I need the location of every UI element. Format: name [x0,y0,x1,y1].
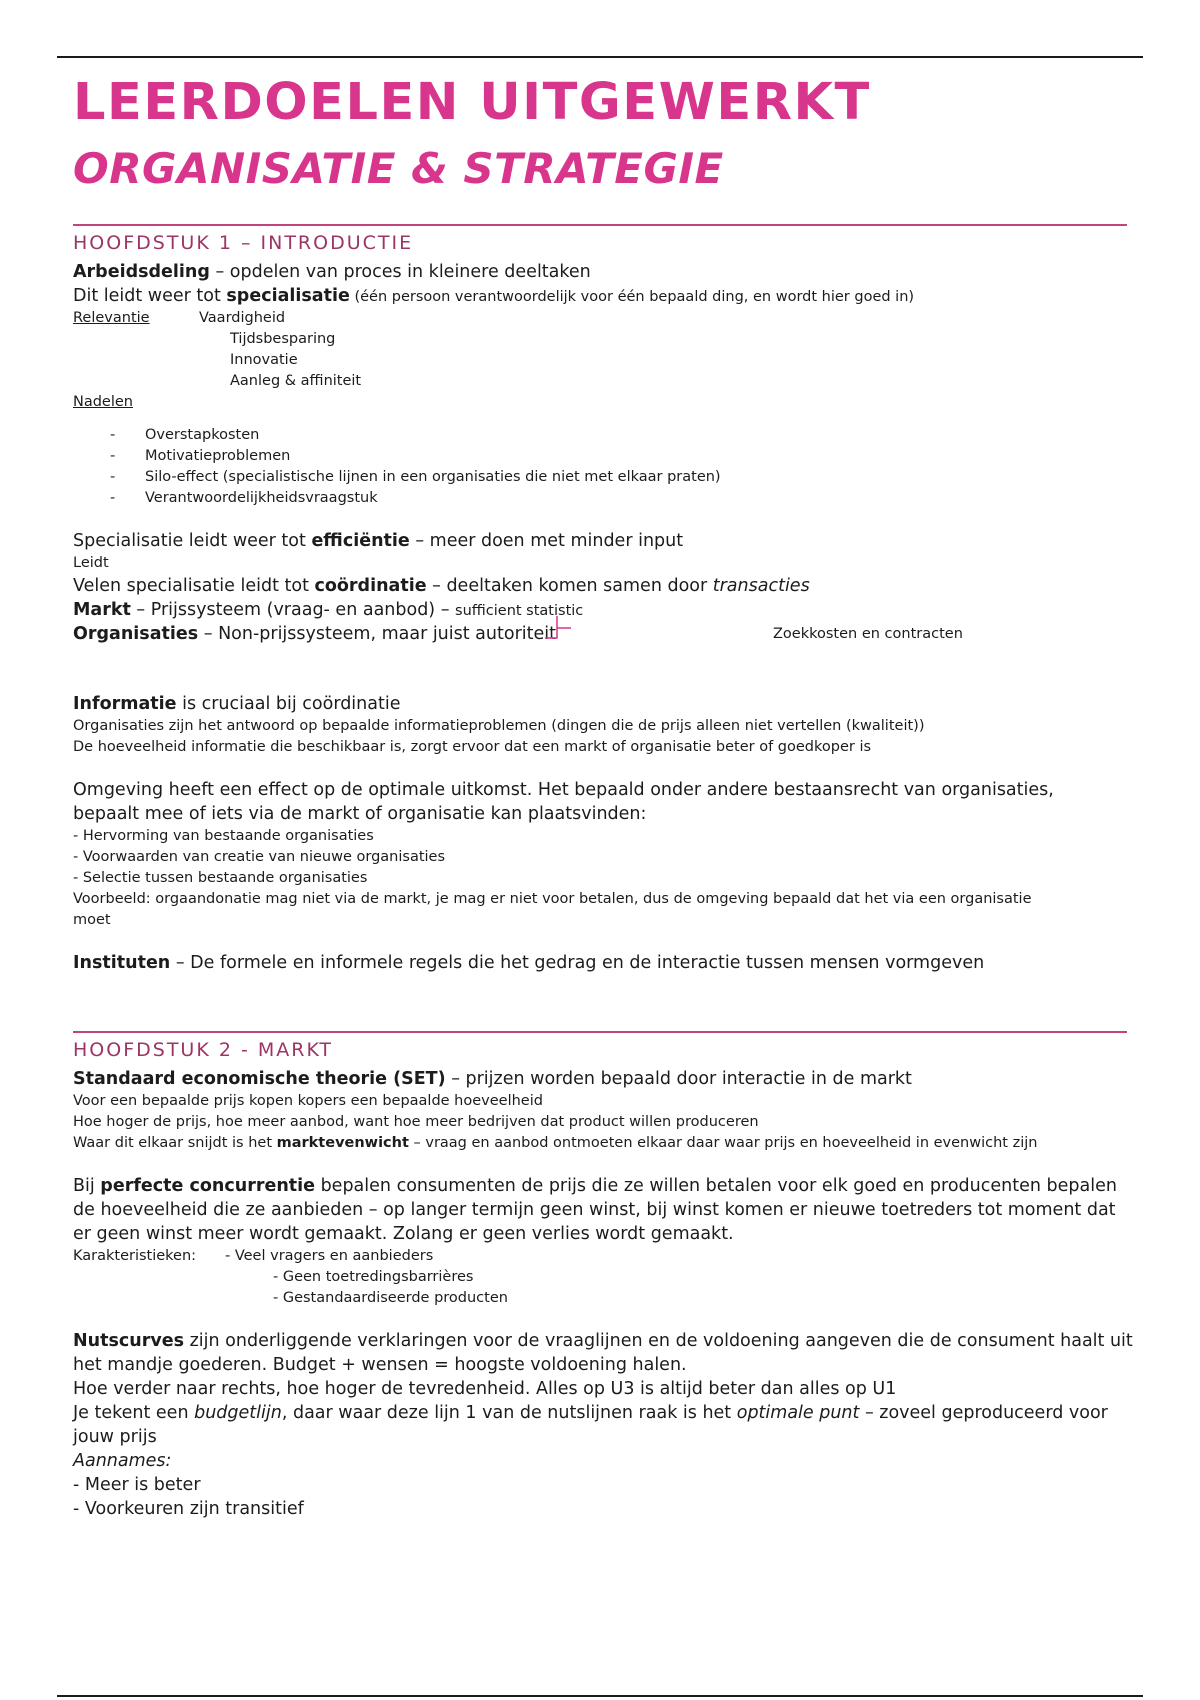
nadelen-item: - Motivatieproblemen [73,446,1133,467]
omgeving-item: - Voorwaarden van creatie van nieuwe organisaties [73,849,446,865]
budget-suffix: – zoveel geproduceerd voor jouw prijs [73,1403,1108,1447]
relevantie-item: Tijdsbesparing [230,331,336,347]
karakteristieken-row [73,1246,1133,1267]
relevantie-block [73,308,1133,392]
set-line3-suffix: – vraag en aanbod ontmoeten elkaar daar waar prijs en hoeveelheid in evenwicht zijn [408,1135,1038,1151]
specialisatie-prefix: Dit leidt weer tot [73,286,227,306]
nadelen-item: - Silo-effect (specialistische lijnen in een organisaties die niet met elkaar praten) [73,467,1133,488]
omgeving-item: - Hervorming van bestaande organisaties [73,828,374,844]
leidt-text: Leidt [73,555,109,571]
page-top-rule [57,56,1143,58]
markt-small: sufficient statistic [455,603,584,619]
karakteristieken-item: - Geen toetredingsbarrières [273,1269,474,1285]
arbeidsdeling-line [73,260,1133,284]
coordinatie-prefix: Velen specialisatie leidt tot [73,576,315,596]
coordinatie-def: – deeltaken komen samen door [426,576,713,596]
omgeving-paragraph: Omgeving heeft een effect op de optimale uitkomst. Het bepaald onder andere bestaansrecht van organisaties, bepaalt mee of iets via de markt of organisatie kan plaatsvinden: [73,780,1054,824]
coordinatie-line [73,574,1133,598]
zoekkosten-text: Zoekkosten en contracten [773,626,963,642]
markt-def: – Prijssysteem (vraag- en aanbod) – [130,600,456,620]
instituten-term: Instituten [73,953,171,973]
relevantie-label: Relevantie [73,310,150,326]
informatie-line-1: Organisaties zijn het antwoord op bepaalde informatieproblemen (dingen die de prijs alleen niet vertellen (kwaliteit)) [73,718,925,734]
optimale-punt-italic: optimale punt [736,1403,860,1423]
coordinatie-term: coördinatie [314,576,427,596]
organisaties-term: Organisaties [73,624,199,644]
arbeidsdeling-def: – opdelen van proces in kleinere deeltaken [209,262,591,282]
karakteristieken-item: - Gestandaardiseerde producten [273,1290,508,1306]
specialisatie-term: specialisatie [226,286,350,306]
document-title: LEERDOELEN UITGEWERKT [73,73,871,132]
efficientie-prefix: Specialisatie leidt weer tot [73,531,312,551]
nutscurves-text: zijn onderliggende verklaringen voor de vraaglijnen en de voldoening aangeven die de consument haalt uit het mandje goederen. Budget + wensen = hoogste voldoening halen. [73,1331,1133,1375]
relevantie-row-1 [73,308,1133,329]
voorbeeld-text: Voorbeeld: orgaandonatie mag niet via de markt, je mag er niet voor betalen, dus de omgeving bepaald dat het via een organisatie moet [73,891,1032,928]
nutscurves-line-2: Hoe verder naar rechts, hoe hoger de tevredenheid. Alles op U3 is altijd beter dan alles op U1 [73,1379,897,1399]
organisaties-row [73,622,1133,646]
relevantie-item: Aanleg & affiniteit [230,373,362,389]
document-subtitle: ORGANISATIE & STRATEGIE [73,144,724,193]
arbeidsdeling-term: Arbeidsdeling [73,262,210,282]
markt-line [73,598,1133,622]
perfecte-concurrentie-paragraph [73,1174,1133,1246]
karakteristieken-item: - Veel vragers en aanbieders [225,1248,434,1264]
nadelen-list [73,425,1133,509]
set-def: – prijzen worden bepaald door interactie in de markt [445,1069,912,1089]
chapter1-heading: HOOFDSTUK 1 – INTRODUCTIE [73,232,414,254]
relevantie-item: Innovatie [230,352,298,368]
set-line [73,1067,1133,1091]
informatie-def: is cruciaal bij coördinatie [176,694,401,714]
informatie-term: Informatie [73,694,177,714]
nadelen-label: Nadelen [73,394,133,410]
specialisatie-note: (één persoon verantwoordelijk voor één bepaald ding, en wordt hier goed in) [349,289,915,305]
budgetlijn-italic: budgetlijn [194,1403,282,1423]
relevantie-item: Vaardigheid [199,310,286,326]
set-line-2: Hoe hoger de prijs, hoe meer aanbod, want hoe meer bedrijven dat product willen produceren [73,1114,759,1130]
nadelen-item: - Overstapkosten [73,425,1133,446]
aannames-label-text: Aannames: [73,1451,172,1471]
set-line-3 [73,1133,1133,1154]
marktevenwicht-term: marktevenwicht [276,1135,409,1151]
set-line3-prefix: Waar dit elkaar snijdt is het [73,1135,277,1151]
nadelen-item: - Verantwoordelijkheidsvraagstuk [73,488,1133,509]
organisaties-def: – Non-prijssysteem, maar juist autoriteit [198,624,556,644]
aannames-item: - Meer is beter [73,1475,201,1495]
chapter2-rule [73,1031,1127,1033]
budgetlijn-paragraph [73,1401,1133,1449]
omgeving-item: - Selectie tussen bestaande organisaties [73,870,368,886]
chapter1-rule [73,224,1127,226]
budget-mid: , daar waar deze lijn 1 van de nutslijnen raak is het [281,1403,737,1423]
specialisatie-line [73,284,1133,308]
efficientie-term: efficiëntie [311,531,410,551]
chapter2-heading: HOOFDSTUK 2 - MARKT [73,1039,334,1061]
set-line-1: Voor een bepaalde prijs kopen kopers een bepaalde hoeveelheid [73,1093,543,1109]
pc-prefix: Bij [73,1176,101,1196]
document-body [73,62,1133,1521]
pc-text: bepalen consumenten de prijs die ze willen betalen voor elk goed en producenten bepalen de hoeveelheid die ze aanbieden – op langer termijn geen winst, bij winst komen er nieuwe toetreders tot moment dat er geen winst meer wordt gemaakt. Zolang er geen verlies wordt gemaakt. [73,1176,1117,1244]
karakteristieken-label: Karakteristieken: [73,1248,197,1264]
nutscurves-term: Nutscurves [73,1331,185,1351]
instituten-line [73,951,1133,975]
instituten-def: – De formele en informele regels die het gedrag en de interactie tussen mensen vormgeven [170,953,985,973]
nutscurves-paragraph [73,1329,1133,1377]
page-bottom-rule [57,1695,1143,1697]
pink-annotation-bracket [543,614,583,642]
budget-prefix: Je tekent een [73,1403,195,1423]
set-term: Standaard economische theorie (SET) [73,1069,446,1089]
informatie-line-2: De hoeveelheid informatie die beschikbaar is, zorgt ervoor dat een markt of organisatie beter of goedkoper is [73,739,872,755]
aannames-item: - Voorkeuren zijn transitief [73,1499,304,1519]
efficientie-def: – meer doen met minder input [409,531,684,551]
markt-term: Markt [73,600,131,620]
efficientie-line [73,529,1133,553]
aannames-label [73,1449,1133,1473]
perfecte-concurrentie-term: perfecte concurrentie [100,1176,316,1196]
coordinatie-italic: transacties [712,576,810,596]
organisaties-line [73,622,1133,646]
informatie-line [73,692,1133,716]
